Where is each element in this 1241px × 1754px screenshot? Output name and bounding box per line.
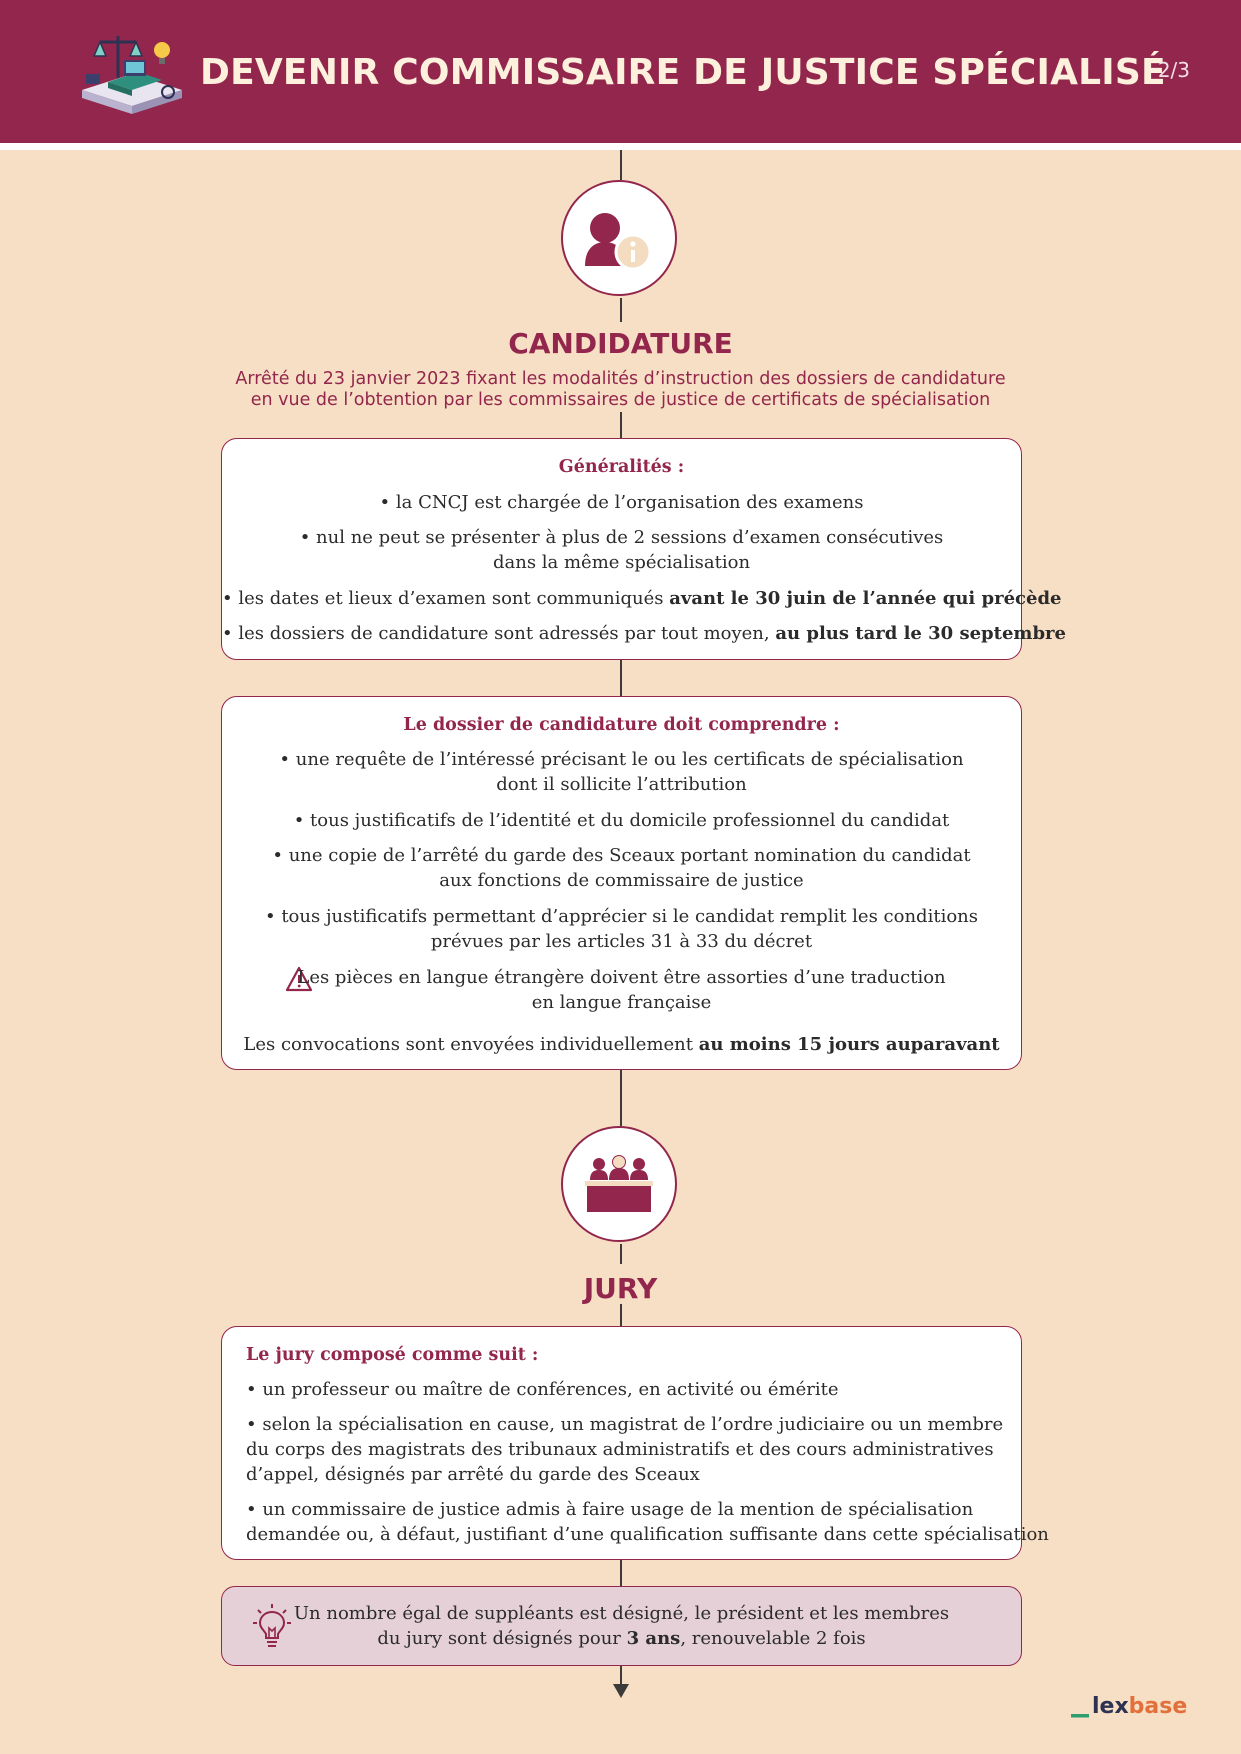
- jury-heading: Le jury composé comme suit :: [246, 1345, 539, 1365]
- connector-line: [620, 1070, 622, 1126]
- item-text: • les dossiers de candidature sont adressés par tout moyen,: [222, 623, 776, 644]
- candidature-title: CANDIDATURE: [508, 327, 733, 360]
- logo-text-part: base: [1128, 1694, 1188, 1719]
- page-header: [0, 0, 1241, 143]
- list-item: • selon la spécialisation en cause, un magistrat de l’ordre judiciaire ou un membre: [246, 1414, 1004, 1435]
- jury-box: [221, 1326, 1049, 1560]
- list-item-continuation: dont il sollicite l’attribution: [496, 774, 747, 795]
- item-emphasis: au plus tard le 30 septembre: [775, 623, 1066, 644]
- tip-box: [221, 1586, 1022, 1666]
- justice-illustration: [78, 30, 186, 116]
- tip-text-continuation: [222, 1626, 1021, 1651]
- list-item: • un professeur ou maître de conférences, en activité ou émérite: [246, 1379, 839, 1400]
- header-divider: [0, 143, 1241, 150]
- logo-mark-icon: [1070, 1694, 1090, 1724]
- list-item: • nul ne peut se présenter à plus de 2 sessions d’examen consécutives: [299, 527, 944, 548]
- connector-line: [620, 1560, 622, 1586]
- lexbase-logo: [1070, 1694, 1190, 1724]
- warning-note-continuation: en langue française: [531, 992, 712, 1013]
- connector-line: [620, 298, 622, 322]
- list-item-continuation: dans la même spécialisation: [492, 552, 751, 573]
- dossier-box: [221, 696, 1022, 1070]
- convocations-note: [222, 1032, 1021, 1057]
- logo-text: [1092, 1694, 1187, 1719]
- item-text: • les dates et lieux d’examen sont communiqués: [222, 588, 670, 609]
- subtitle-line: Arrêté du 23 janvier 2023 fixant les modalités d’instruction des dossiers de candidature: [235, 369, 1006, 389]
- warning-note: Les pièces en langue étrangère doivent être assorties d’une traduction: [297, 967, 946, 988]
- list-item: • un commissaire de justice admis à faire usage de la mention de spécialisation: [246, 1499, 974, 1520]
- jury-title: JURY: [583, 1272, 658, 1305]
- page-title: DEVENIR COMMISSAIRE DE JUSTICE SPÉCIALISÉ: [200, 52, 1166, 93]
- list-item: [222, 586, 1062, 611]
- dossier-heading: Le dossier de candidature doit comprendre :: [403, 715, 840, 735]
- list-item: [222, 621, 1066, 646]
- item-emphasis: avant le 30 juin de l’année qui précède: [669, 588, 1062, 609]
- connector-line: [620, 1244, 622, 1264]
- list-item-continuation: aux fonctions de commissaire de justice: [439, 870, 804, 891]
- tip-text-part: , renouvelable 2 fois: [680, 1628, 866, 1649]
- list-item: • la CNCJ est chargée de l’organisation des examens: [379, 492, 864, 513]
- note-emphasis: au moins 15 jours auparavant: [698, 1034, 1000, 1055]
- list-item: • tous justificatifs de l’identité et du domicile professionnel du candidat: [293, 810, 950, 831]
- candidature-subtitle: [220, 369, 1021, 411]
- generalites-heading: Généralités :: [558, 457, 685, 477]
- connector-line: [620, 1304, 622, 1326]
- page-number: 2/3: [1157, 58, 1190, 82]
- list-item-continuation: d’appel, désignés par arrêté du garde des Sceaux: [246, 1464, 700, 1485]
- connector-line: [620, 660, 622, 696]
- subtitle-line: en vue de l’obtention par les commissaires de justice de certificats de spécialisation: [250, 390, 991, 410]
- note-text: Les convocations sont envoyées individuellement: [243, 1034, 699, 1055]
- tip-emphasis: 3 ans: [626, 1628, 681, 1649]
- connector-line: [620, 412, 622, 438]
- jury-panel-icon: [563, 1128, 675, 1240]
- jury-icon-circle: [561, 1126, 677, 1242]
- logo-text-part: lex: [1092, 1694, 1129, 1719]
- list-item-continuation: du corps des magistrats des tribunaux administratifs et des cours administratives: [246, 1439, 994, 1460]
- generalites-box: [221, 438, 1066, 660]
- connector-line: [620, 150, 622, 180]
- arrow-down-icon: [613, 1684, 629, 1698]
- list-item: • une requête de l’intéressé précisant le ou les certificats de spécialisation: [279, 749, 964, 770]
- person-info-icon: [563, 182, 675, 294]
- list-item: • une copie de l’arrêté du garde des Sceaux portant nomination du candidat: [272, 845, 971, 866]
- list-item-continuation: demandée ou, à défaut, justifiant d’une qualification suffisante dans cette spécialisation: [246, 1524, 1049, 1545]
- tip-text: Un nombre égal de suppléants est désigné, le président et les membres: [293, 1603, 950, 1624]
- list-item-continuation: prévues par les articles 31 à 33 du décret: [430, 931, 813, 952]
- candidature-icon-circle: [561, 180, 677, 296]
- list-item: • tous justificatifs permettant d’apprécier si le candidat remplit les conditions: [264, 906, 978, 927]
- tip-text-part: du jury sont désignés pour: [377, 1628, 627, 1649]
